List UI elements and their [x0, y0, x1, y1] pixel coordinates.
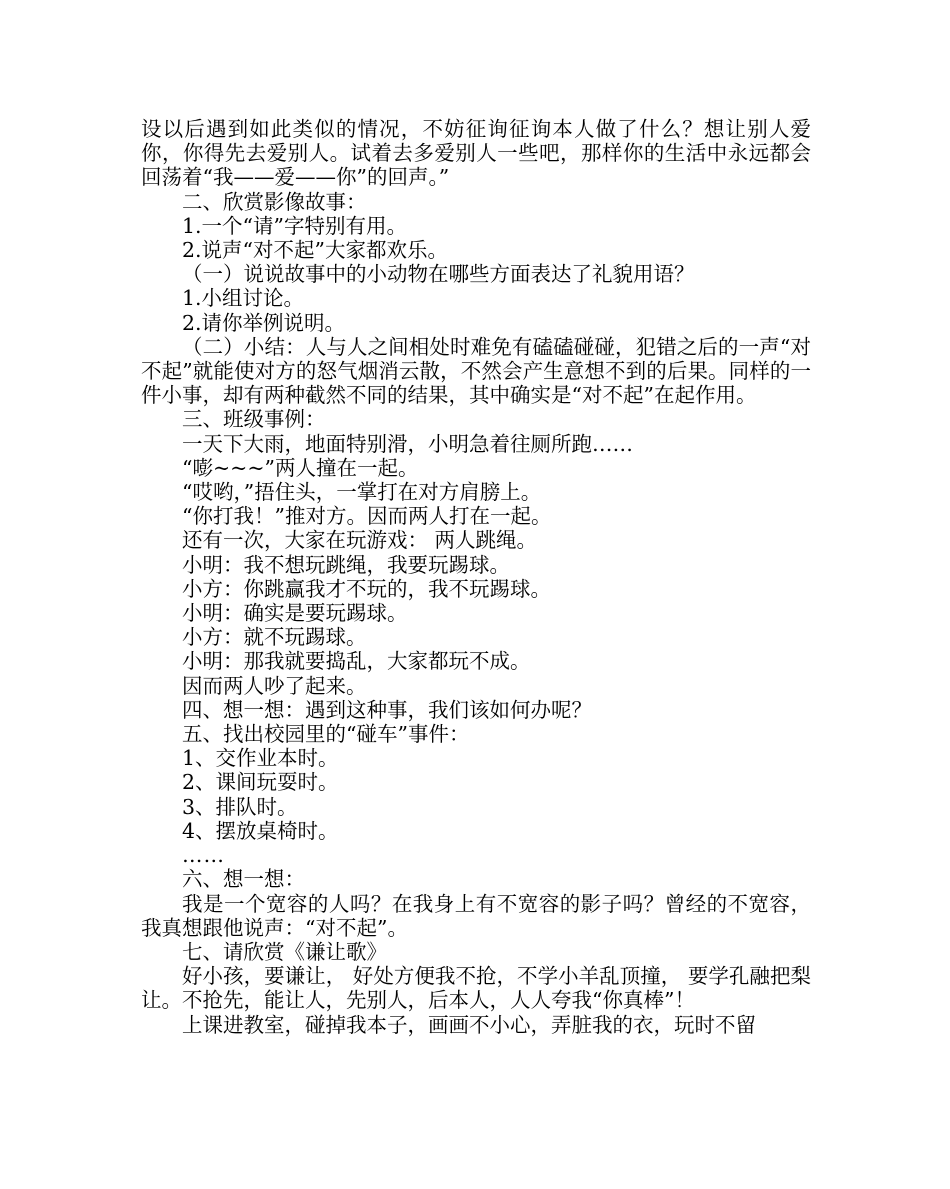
song-paragraph: 好小孩，要谦让， 好处方便我不抢，不学小羊乱顶撞， 要学孔融把梨让。不抢先，能让人，先别人，后本人，人人夸我“你真棒”！	[141, 964, 811, 1013]
reflection-paragraph: 我是一个宽容的人吗？在我身上有不宽容的影子吗？曾经的不宽容，我真想跟他说声：“对不起”。	[141, 891, 811, 940]
list-item: 1.一个“请”字特别有用。	[182, 213, 408, 238]
dialogue-line: 小方：你跳赢我才不玩的，我不玩踢球。	[182, 576, 551, 601]
section-heading-2: 二、欣赏影像故事：	[182, 189, 367, 214]
summary-paragraph: （二）小结：人与人之间相处时难免有磕磕碰碰，犯错之后的一声“对不起”就能使对方的怒气烟消云散，不然会产生意想不到的后果。同样的一件小事，却有两种截然不同的结果，其中确实是“对不起”在起作用。	[141, 334, 811, 408]
story-line: 一天下大雨，地面特别滑，小明急着往厕所跑……	[182, 431, 633, 456]
list-item: 2.说声“对不起”大家都欢乐。	[182, 238, 449, 263]
story-line: “你打我！”推对方。因而两人打在一起。	[182, 504, 552, 529]
story-line: “嘭~~~”两人撞在一起。	[182, 455, 419, 480]
sub-heading: （一）说说故事中的小动物在哪些方面表达了礼貌用语？	[182, 262, 695, 287]
song-paragraph: 上课进教室，碰掉我本子，画画不小心，弄脏我的衣，玩时不留	[182, 1012, 756, 1037]
list-item: 1.小组讨论。	[182, 286, 305, 311]
story-line: “哎哟，”捂住头，一掌打在对方肩膀上。	[182, 480, 542, 505]
section-heading-7: 七、请欣赏《谦让歌》	[182, 939, 387, 964]
dialogue-line: 小明：那我就要捣乱，大家都玩不成。	[182, 649, 531, 674]
story-line: 因而两人吵了起来。	[182, 673, 367, 698]
dialogue-line: 小明：确实是要玩踢球。	[182, 601, 408, 626]
list-item: 1、交作业本时。	[182, 746, 339, 771]
list-item: 2、课间玩耍时。	[182, 770, 339, 795]
section-heading-3: 三、班级事例：	[182, 407, 326, 432]
list-item: 2.请你举例说明。	[182, 310, 346, 335]
section-heading-4: 四、想一想：遇到这种事，我们该如何办呢？	[182, 697, 592, 722]
list-item: 3、排队时。	[182, 794, 298, 819]
list-item: 4、摆放桌椅时。	[182, 818, 339, 843]
section-heading-5: 五、找出校园里的“碰车”事件：	[182, 722, 470, 747]
paragraph-continuation: 设以后遇到如此类似的情况，不妨征询征询本人做了什么？想让别人爱你，你得先去爱别人。试着去多爱别人一些吧，那样你的生活中永远都会回荡着“我——爱——你”的回声。”	[141, 117, 811, 190]
story-line: 还有一次，大家在玩游戏： 两人跳绳。	[182, 528, 538, 553]
section-heading-6: 六、想一想：	[182, 867, 305, 892]
dialogue-line: 小方：就不玩踢球。	[182, 625, 367, 650]
ellipsis: ……	[182, 843, 225, 868]
document-body	[141, 117, 811, 1037]
dialogue-line: 小明：我不想玩跳绳，我要玩踢球。	[182, 552, 510, 577]
